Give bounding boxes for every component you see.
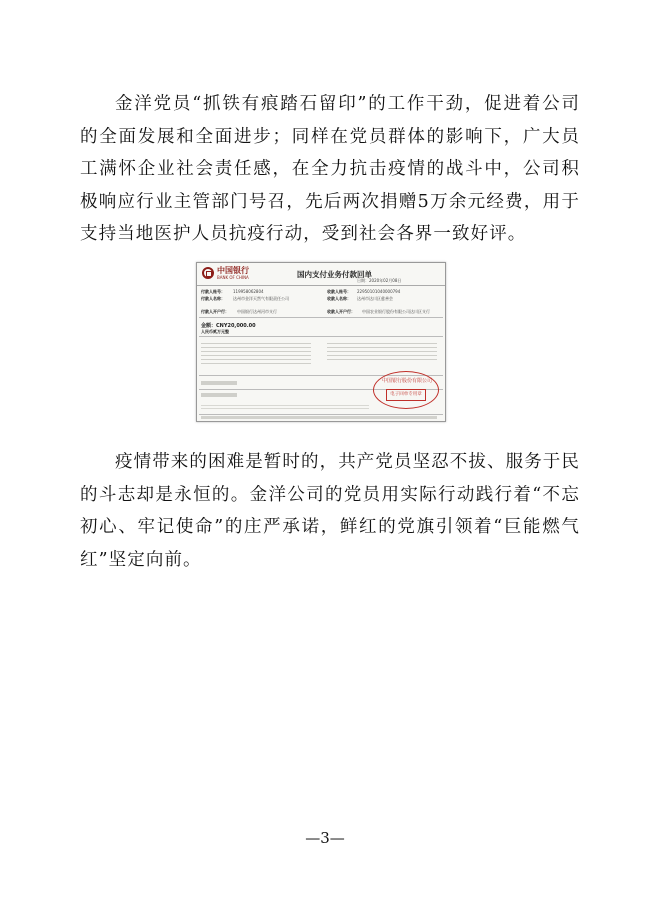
payer-account-label: 付款人账号：	[201, 289, 225, 294]
payee-account: 22950101040000794	[357, 289, 401, 294]
payment-receipt-image	[196, 262, 446, 422]
payer-name-label: 付款人名称：	[201, 296, 225, 301]
bank-name: 中国银行	[217, 266, 249, 275]
receipt-title: 国内支付业务付款回单	[297, 270, 372, 279]
stamp-text: 中国银行股份有限公司	[382, 378, 433, 384]
payee-name: 达州市达川区慈善会	[357, 296, 393, 301]
payer-account: 119958062804	[233, 289, 264, 294]
payer-bank: 中国银行达州河市支行	[237, 309, 277, 314]
payee-bank: 中国农业银行股份有限公司达川区支行	[362, 309, 430, 314]
stamp-box: 电子回单专用章	[386, 389, 426, 401]
bank-name-en: BANK OF CHINA	[217, 275, 249, 280]
receipt-footnote	[201, 403, 369, 411]
receipt-detail-lines-left	[201, 340, 311, 366]
receipt-header	[197, 263, 445, 286]
receipt-detail-lines-right	[327, 340, 437, 360]
body-paragraph-1: 金洋党员“抓铁有痕踏石留印”的工作干劲，促进着公司的全面发展和全面进步；同样在党员群体的影响下，广大员工满怀企业社会责任感，在全力抗击疫情的战斗中，公司积极响应行业主管部门号召，先后两次捐赠5万余元经费，用于支持当地医护人员抗疫行动，受到社会各界一致好评。	[80, 94, 580, 244]
amount-words: 人民币贰万元整	[201, 329, 229, 334]
bank-logo-icon	[202, 267, 214, 279]
payee-account-label: 收款人账号：	[327, 289, 351, 294]
payee-name-label: 收款人名称：	[327, 296, 351, 301]
receipt-bottom-line	[201, 416, 437, 419]
payer-name: 达州市金洋天然气有限责任公司	[233, 296, 289, 301]
bank-seal-stamp	[373, 371, 439, 409]
body-paragraph-2: 疫情带来的困难是暂时的，共产党员坚忍不拔、服务于民的斗志却是永恒的。金洋公司的党员用实际行动践行着“不忘初心、牢记使命”的庄严承诺，鲜红的党旗引领着“巨能燃气红”坚定向前。	[80, 452, 580, 570]
page-number: —3—	[305, 829, 345, 847]
payer-bank-label: 付款人开户行：	[201, 309, 229, 314]
divider	[199, 317, 443, 318]
receipt-date: 日期：2020年02月08日	[357, 278, 402, 283]
receipt-detail-line	[201, 381, 237, 385]
divider	[199, 414, 443, 415]
divider	[199, 336, 443, 337]
amount: 金额：CNY20,000.00	[201, 323, 256, 329]
receipt-detail-line	[201, 393, 237, 397]
payee-bank-label: 收款人开户行：	[327, 309, 355, 314]
